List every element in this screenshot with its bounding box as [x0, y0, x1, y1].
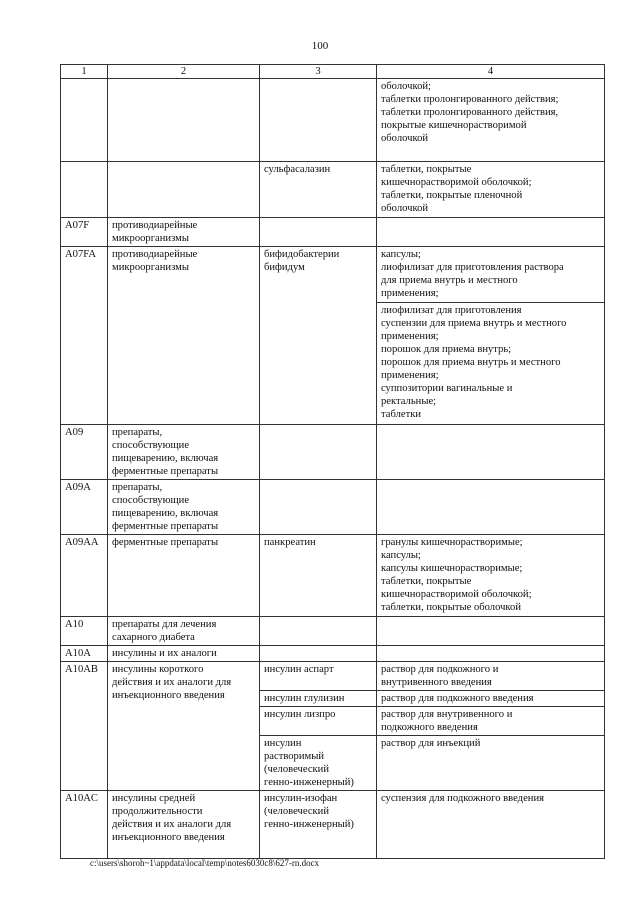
drug-cell [260, 79, 377, 162]
drug-cell: сульфасалазин [260, 162, 377, 218]
form-cell: раствор для подкожного и внутривенного введения [377, 662, 605, 691]
form-cell [377, 218, 605, 247]
form-cell [377, 480, 605, 535]
code-cell: A09A [61, 480, 108, 535]
table-row [61, 247, 605, 303]
group-cell: инсулины средней продолжительности действия и их аналоги для инъекционного введения [108, 791, 260, 859]
table-row [61, 646, 605, 662]
form-cell: суспензия для подкожного введения [377, 791, 605, 859]
group-cell: препараты для лечения сахарного диабета [108, 617, 260, 646]
group-cell: инсулины и их аналоги [108, 646, 260, 662]
code-cell: A10AB [61, 662, 108, 791]
drug-cell [260, 425, 377, 480]
header-col-4: 4 [377, 65, 605, 79]
drug-table [60, 64, 605, 859]
code-cell: A10 [61, 617, 108, 646]
form-cell [377, 425, 605, 480]
table-header-row [61, 65, 605, 79]
table-row [61, 162, 605, 218]
table-row [61, 617, 605, 646]
code-cell: A07F [61, 218, 108, 247]
form-cell: лиофилизат для приготовления суспензии для приема внутрь и местного применения; порошок для приема внутрь; порошок для приема внутрь и местного применения; суппозитории вагинальные и ректальные; таблетки [377, 303, 605, 425]
drug-cell [260, 617, 377, 646]
code-cell: A10A [61, 646, 108, 662]
table-row [61, 480, 605, 535]
header-col-3: 3 [260, 65, 377, 79]
group-cell: инсулины короткого действия и их аналоги для инъекционного введения [108, 662, 260, 791]
form-cell: раствор для инъекций [377, 736, 605, 791]
drug-cell: инсулин лизпро [260, 707, 377, 736]
form-cell [377, 646, 605, 662]
group-cell: препараты, способствующие пищеварению, включая ферментные препараты [108, 480, 260, 535]
group-cell [108, 162, 260, 218]
drug-cell: инсулин-изофан (человеческий генно-инженерный) [260, 791, 377, 859]
footer-file-path: c:\users\shoroh~1\appdata\local\temp\notes6030c8\627-rn.docx [90, 858, 320, 868]
form-cell: оболочкой; таблетки пролонгированного действия; таблетки пролонгированного действия, покрытые кишечнорастворимой оболочкой [377, 79, 605, 162]
form-cell: гранулы кишечнорастворимые; капсулы; капсулы кишечнорастворимые; таблетки, покрытые кишечнорастворимой оболочкой; таблетки, покрытые оболочкой [377, 535, 605, 617]
group-cell: противодиарейные микроорганизмы [108, 247, 260, 425]
header-col-1: 1 [61, 65, 108, 79]
form-cell [377, 617, 605, 646]
table-row [61, 425, 605, 480]
table-row [61, 218, 605, 247]
form-cell: таблетки, покрытые кишечнорастворимой оболочкой; таблетки, покрытые пленочной оболочкой [377, 162, 605, 218]
group-cell: противодиарейные микроорганизмы [108, 218, 260, 247]
drug-cell: бифидобактерии бифидум [260, 247, 377, 425]
group-cell: ферментные препараты [108, 535, 260, 617]
form-cell: капсулы; лиофилизат для приготовления раствора для приема внутрь и местного применения; [377, 247, 605, 303]
code-cell [61, 162, 108, 218]
drug-cell [260, 480, 377, 535]
drug-cell [260, 218, 377, 247]
drug-cell: панкреатин [260, 535, 377, 617]
drug-cell: инсулин аспарт [260, 662, 377, 691]
form-cell: раствор для подкожного введения [377, 691, 605, 707]
header-col-2: 2 [108, 65, 260, 79]
table-row [61, 79, 605, 162]
code-cell: A07FA [61, 247, 108, 425]
table-row [61, 662, 605, 691]
code-cell: A10AC [61, 791, 108, 859]
group-cell [108, 79, 260, 162]
code-cell: A09AA [61, 535, 108, 617]
code-cell: A09 [61, 425, 108, 480]
group-cell: препараты, способствующие пищеварению, включая ферментные препараты [108, 425, 260, 480]
drug-cell [260, 646, 377, 662]
drug-cell: инсулин глулизин [260, 691, 377, 707]
table-row [61, 791, 605, 859]
page-number: 100 [311, 40, 329, 52]
form-cell: раствор для внутривенного и подкожного введения [377, 707, 605, 736]
code-cell [61, 79, 108, 162]
drug-cell: инсулин растворимый (человеческий генно-инженерный) [260, 736, 377, 791]
table-row [61, 535, 605, 617]
